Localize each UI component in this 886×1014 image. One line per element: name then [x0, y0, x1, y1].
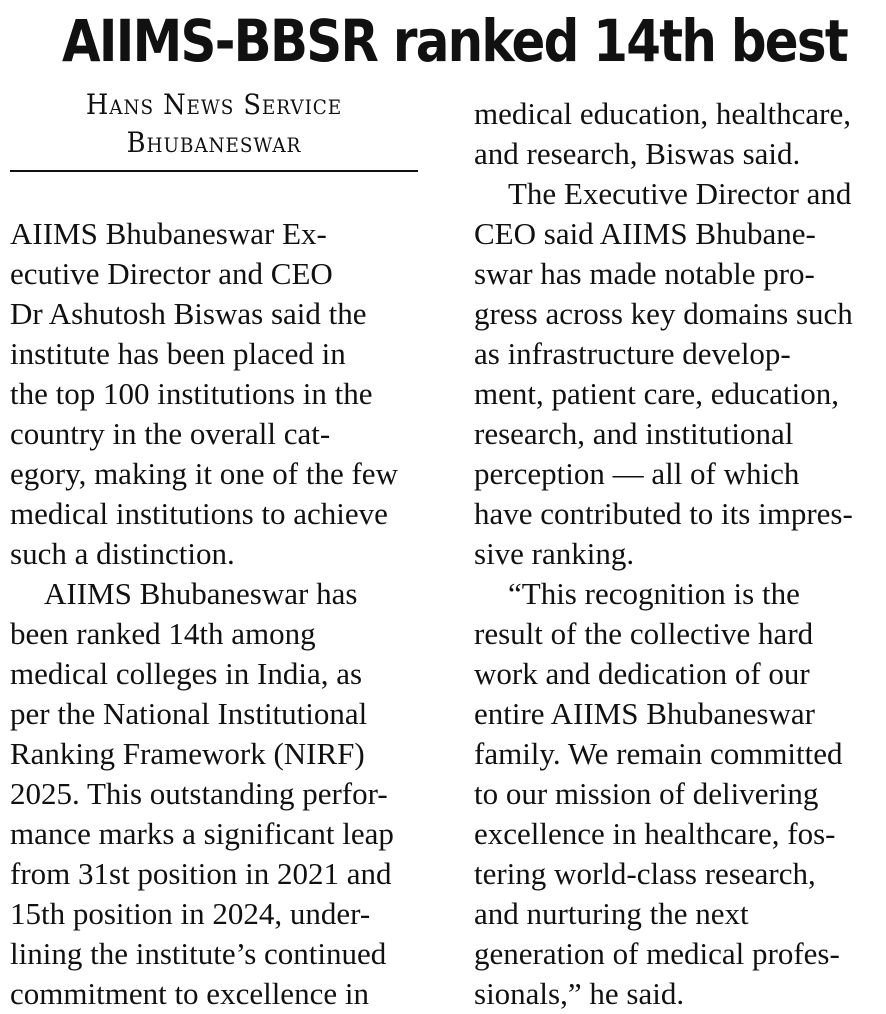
- article-text-line: work and dedication of our: [474, 656, 810, 691]
- article-text-line: commitment to excellence in: [10, 976, 369, 1011]
- article-text-line: to our mission of delivering: [474, 776, 819, 811]
- article-text-line: from 31st position in 2021 and: [10, 856, 392, 891]
- article-text-line: perception — all of which: [474, 456, 800, 491]
- article-text-line: CEO said AIIMS Bhubane-: [474, 216, 816, 251]
- article-text-line: have contributed to its impres-: [474, 496, 853, 531]
- article-text-line: and nurturing the next: [474, 896, 749, 931]
- article-text-line: medical colleges in India, as: [10, 656, 363, 691]
- article-text-line: gress across key domains such: [474, 296, 853, 331]
- article-text-line: sionals,” he said.: [474, 976, 685, 1011]
- byline-location: Bhubaneswar: [126, 126, 302, 159]
- article-text-line: Dr Ashutosh Biswas said the: [10, 296, 367, 331]
- article-text-line: such a distinction.: [10, 536, 235, 571]
- article-text-line: been ranked 14th among: [10, 616, 316, 651]
- article-text-line: research, and institutional: [474, 416, 794, 451]
- article-text-line: 2025. This outstanding perfor-: [10, 776, 388, 811]
- article-column-right: [474, 94, 884, 1014]
- byline: [10, 86, 418, 162]
- article-text-line: Ranking Framework (NIRF): [10, 736, 365, 771]
- article-text-line: The Executive Director and: [508, 176, 852, 211]
- article-text-line: mance marks a significant leap: [10, 816, 394, 851]
- article-text-line: family. We remain committed: [474, 736, 843, 771]
- article-text-line: entire AIIMS Bhubaneswar: [474, 696, 815, 731]
- article-text-line: country in the overall cat-: [10, 416, 331, 451]
- article-text-line: excellence in healthcare, fos-: [474, 816, 836, 851]
- article-text-line: medical institutions to achieve: [10, 496, 388, 531]
- article-text-line: egory, making it one of the few: [10, 456, 398, 491]
- article-headline: AIIMS-BBSR ranked 14th best: [62, 7, 848, 75]
- article-text-line: per the National Institutional: [10, 696, 368, 731]
- article-text-line: institute has been placed in: [10, 336, 346, 371]
- article-text-line: ecutive Director and CEO: [10, 256, 333, 291]
- byline-divider: [10, 170, 418, 172]
- article-text-line: result of the collective hard: [474, 616, 814, 651]
- article-text-line: lining the institute’s continued: [10, 936, 387, 971]
- article-text-line: generation of medical profes-: [474, 936, 840, 971]
- article-text-line: AIIMS Bhubaneswar Ex-: [10, 216, 327, 251]
- article-text-line: and research, Biswas said.: [474, 136, 801, 171]
- article-text-line: “This recognition is the: [508, 576, 800, 611]
- article-column-left: [10, 214, 422, 1014]
- article-text-line: ment, patient care, education,: [474, 376, 839, 411]
- article-text-line: 15th position in 2024, under-: [10, 896, 371, 931]
- article-text-line: tering world-class research,: [474, 856, 816, 891]
- byline-agency: Hans News Service: [85, 88, 343, 121]
- article-text-line: the top 100 institutions in the: [10, 376, 373, 411]
- article-text-line: swar has made notable pro-: [474, 256, 815, 291]
- article-text-line: AIIMS Bhubaneswar has: [44, 576, 358, 611]
- article-text-line: sive ranking.: [474, 536, 635, 571]
- article-text-line: medical education, healthcare,: [474, 96, 851, 131]
- article-text-line: as infrastructure develop-: [474, 336, 791, 371]
